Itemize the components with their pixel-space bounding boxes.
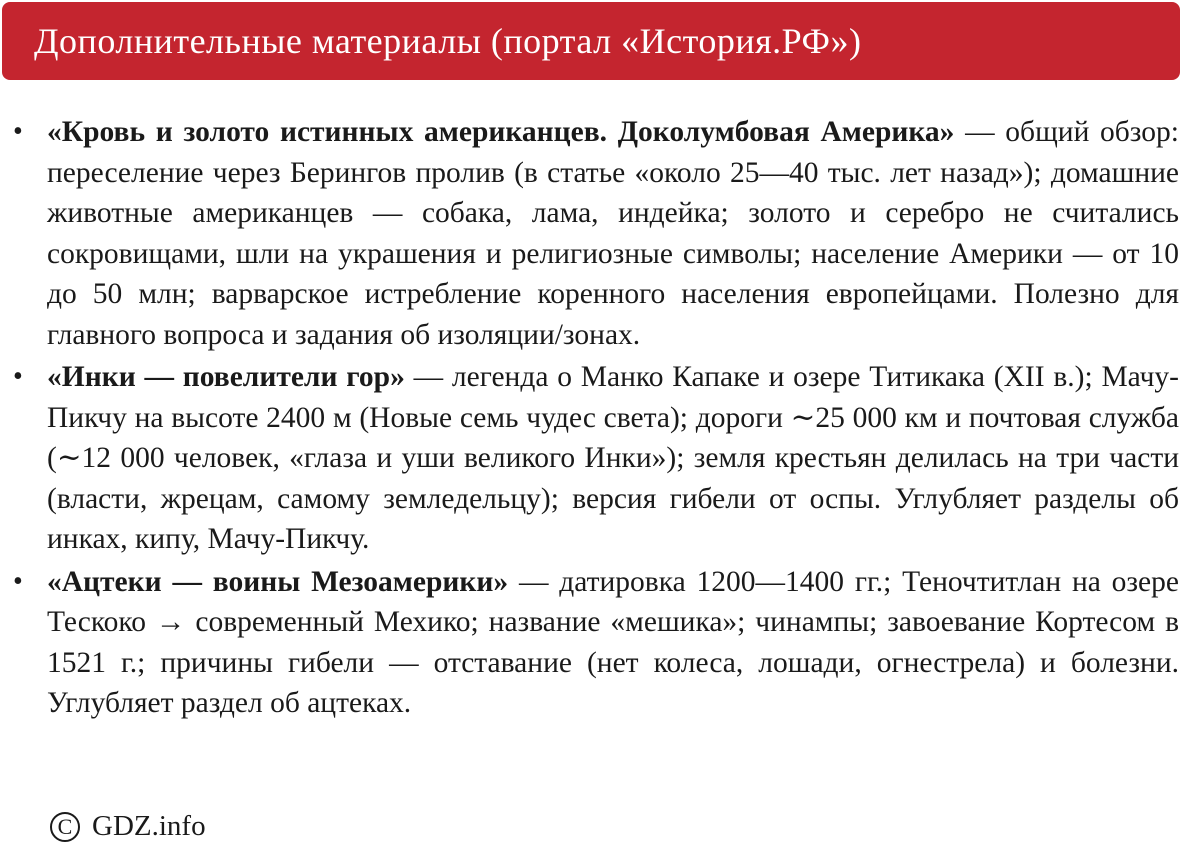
list-item bbox=[0, 112, 1182, 355]
item-title[interactable]: «Инки — повелители гор» bbox=[47, 361, 405, 393]
item-text: — общий обзор: переселение через Берингов пролив (в статье «около 25—40 тыс. лет назад»); домашние животные американцев — собака, лама, индейка; золото и серебро не считались сокровищами, шли на украшения и религиозные символы; население Америки — от 10 до 50 млн; варварское истребление коренного населения европейцами. Полезно для главного вопроса и задания об изоляции/зонах. bbox=[47, 116, 1179, 351]
list-item bbox=[0, 562, 1182, 724]
bullet-icon: • bbox=[13, 565, 23, 597]
bullet-icon: • bbox=[13, 361, 23, 392]
item-text: — легенда о Манко Капаке и озере Титикака (XII в.); Мачу-Пикчу на высоте 2400 м (Новые семь чудес света); дороги ∼25 000 км и почтовая служба (∼12 000 человек, «глаза и уши великого Инки»); земля крестьян делилась на три части (власти, жрецам, самому земледельцу); версия гибели от оспы. Углубляет разделы об инках, кипу, Мачу-Пикчу. bbox=[47, 361, 1179, 555]
page-title: Дополнительные материалы (портал «История.РФ») bbox=[34, 21, 862, 61]
copyright-icon: C bbox=[50, 812, 80, 842]
item-title[interactable]: «Кровь и золото истинных американцев. Доколумбовая Америка» bbox=[47, 116, 955, 148]
footer-text: GDZ.info bbox=[92, 810, 206, 842]
footer-copyright bbox=[50, 810, 206, 843]
bullet-icon: • bbox=[13, 116, 23, 147]
list-item bbox=[0, 357, 1182, 560]
item-text: — датировка 1200—1400 гг.; Теночтитлан на озере Тескоко → современный Мехико; название «мешика»; чинампы; завоевание Кортесом в 1521 г.; причины гибели — отставание (нет колеса, лошади, огнестрела) и болезни. Углубляет раздел об ацтеках. bbox=[47, 565, 1179, 719]
materials-list bbox=[0, 112, 1182, 726]
item-title[interactable]: «Ацтеки — воины Мезоамерики» bbox=[47, 565, 509, 598]
header-banner bbox=[2, 2, 1180, 80]
